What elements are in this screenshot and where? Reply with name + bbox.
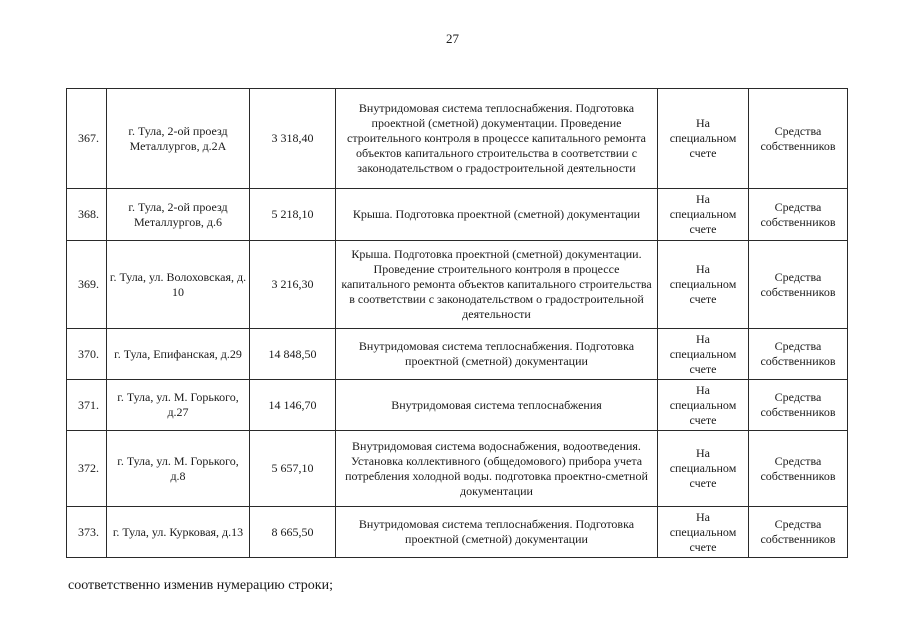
row-address: г. Тула, 2-ой проезд Металлургов, д.2А (107, 89, 250, 189)
row-works: Внутридомовая система теплоснабжения. Подготовка проектной (сметной) документации (336, 329, 658, 380)
row-cost: 3 318,40 (250, 89, 336, 189)
row-cost: 14 146,70 (250, 380, 336, 431)
row-address: г. Тула, 2-ой проезд Металлургов, д.6 (107, 189, 250, 241)
table-row (67, 431, 848, 507)
registry-table (66, 88, 848, 558)
row-works: Внутридомовая система теплоснабжения. Подготовка проектной (сметной) документации (336, 507, 658, 558)
table-row (67, 507, 848, 558)
row-cost: 8 665,50 (250, 507, 336, 558)
row-cost: 5 657,10 (250, 431, 336, 507)
row-account: На специальном счете (658, 380, 749, 431)
row-works: Внутридомовая система теплоснабжения. Подготовка проектной (сметной) документации. Проведение строительного контроля в процессе капитального ремонта объектов капитального строительства в соответствии с законодательством о градостроительной деятельности (336, 89, 658, 189)
table-row (67, 329, 848, 380)
row-address: г. Тула, ул. Курковая, д.13 (107, 507, 250, 558)
row-account: На специальном счете (658, 431, 749, 507)
table-row (67, 241, 848, 329)
row-account: На специальном счете (658, 189, 749, 241)
row-works: Внутридомовая система водоснабжения, водоотведения. Установка коллективного (общедомового) прибора учета потребления холодной воды. подготовка проектно-сметной документации (336, 431, 658, 507)
row-number: 372. (67, 431, 107, 507)
row-funding-source: Средства собственников (749, 189, 848, 241)
table-row (67, 380, 848, 431)
row-funding-source: Средства собственников (749, 380, 848, 431)
row-funding-source: Средства собственников (749, 89, 848, 189)
row-number: 370. (67, 329, 107, 380)
table-row (67, 89, 848, 189)
row-account: На специальном счете (658, 507, 749, 558)
footer-text: соответственно изменив нумерацию строки; (68, 578, 333, 593)
table-row (67, 189, 848, 241)
row-funding-source: Средства собственников (749, 431, 848, 507)
row-funding-source: Средства собственников (749, 329, 848, 380)
row-works: Крыша. Подготовка проектной (сметной) документации. Проведение строительного контроля в процессе капитального ремонта объектов капитального строительства в соответствии с законодательством о градостроительной деятельности (336, 241, 658, 329)
row-funding-source: Средства собственников (749, 241, 848, 329)
row-account: На специальном счете (658, 241, 749, 329)
row-address: г. Тула, ул. М. Горького, д.8 (107, 431, 250, 507)
row-cost: 14 848,50 (250, 329, 336, 380)
row-account: На специальном счете (658, 89, 749, 189)
row-account: На специальном счете (658, 329, 749, 380)
row-address: г. Тула, ул. Волоховская, д. 10 (107, 241, 250, 329)
row-cost: 5 218,10 (250, 189, 336, 241)
row-works: Внутридомовая система теплоснабжения (336, 380, 658, 431)
row-address: г. Тула, ул. М. Горького, д.27 (107, 380, 250, 431)
row-number: 371. (67, 380, 107, 431)
row-funding-source: Средства собственников (749, 507, 848, 558)
row-number: 369. (67, 241, 107, 329)
row-number: 367. (67, 89, 107, 189)
row-number: 368. (67, 189, 107, 241)
row-address: г. Тула, Епифанская, д.29 (107, 329, 250, 380)
row-cost: 3 216,30 (250, 241, 336, 329)
page-number: 27 (446, 31, 459, 46)
row-number: 373. (67, 507, 107, 558)
row-works: Крыша. Подготовка проектной (сметной) документации (336, 189, 658, 241)
